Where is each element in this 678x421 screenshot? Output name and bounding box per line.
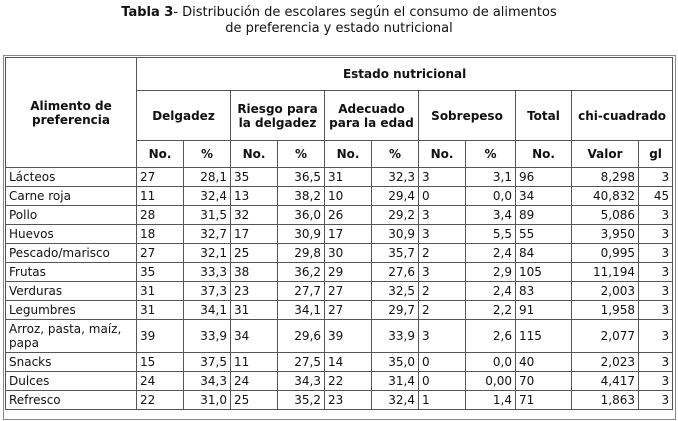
cell-delgadez-pct: 34,1 <box>184 301 231 320</box>
cell-delgadez-no: 24 <box>137 372 184 391</box>
cell-food-name: Verduras <box>6 282 137 301</box>
cell-chi-valor: 3,950 <box>572 225 639 244</box>
cell-delgadez-pct: 37,5 <box>184 353 231 372</box>
subheader-no: No. <box>419 141 466 168</box>
cell-adecuado-no: 31 <box>325 168 372 187</box>
cell-adecuado-no: 39 <box>325 320 372 353</box>
cell-total-no: 40 <box>516 353 572 372</box>
cell-food-name: Huevos <box>6 225 137 244</box>
subheader-no: No. <box>231 141 278 168</box>
cell-sobrepeso-no: 2 <box>419 282 466 301</box>
header-sobrepeso: Sobrepeso <box>419 91 516 141</box>
cell-total-no: 91 <box>516 301 572 320</box>
cell-adecuado-pct: 29,2 <box>372 206 419 225</box>
cell-chi-gl: 3 <box>639 244 673 263</box>
cell-riesgo-no: 35 <box>231 168 278 187</box>
header-chi-cuadrado: chi-cuadrado <box>572 91 673 141</box>
cell-riesgo-no: 17 <box>231 225 278 244</box>
cell-adecuado-no: 27 <box>325 301 372 320</box>
cell-riesgo-pct: 27,5 <box>278 353 325 372</box>
cell-food-name: Frutas <box>6 263 137 282</box>
cell-total-no: 83 <box>516 282 572 301</box>
cell-sobrepeso-no: 3 <box>419 320 466 353</box>
cell-food-name: Legumbres <box>6 301 137 320</box>
cell-riesgo-pct: 30,9 <box>278 225 325 244</box>
cell-adecuado-pct: 30,9 <box>372 225 419 244</box>
cell-riesgo-no: 13 <box>231 187 278 206</box>
cell-delgadez-no: 18 <box>137 225 184 244</box>
cell-sobrepeso-no: 0 <box>419 353 466 372</box>
cell-riesgo-pct: 36,5 <box>278 168 325 187</box>
cell-chi-valor: 4,417 <box>572 372 639 391</box>
cell-chi-gl: 45 <box>639 187 673 206</box>
cell-adecuado-no: 30 <box>325 244 372 263</box>
cell-chi-gl: 3 <box>639 353 673 372</box>
cell-adecuado-pct: 31,4 <box>372 372 419 391</box>
cell-riesgo-no: 25 <box>231 244 278 263</box>
data-table <box>5 57 673 410</box>
caption-text-1: - Distribución de escolares según el consumo de alimentos <box>173 5 557 20</box>
cell-adecuado-pct: 29,7 <box>372 301 419 320</box>
cell-sobrepeso-pct: 2,4 <box>466 244 516 263</box>
table-header <box>6 58 673 168</box>
cell-chi-gl: 3 <box>639 168 673 187</box>
cell-riesgo-no: 25 <box>231 391 278 410</box>
cell-delgadez-pct: 31,0 <box>184 391 231 410</box>
cell-delgadez-no: 28 <box>137 206 184 225</box>
cell-adecuado-no: 14 <box>325 353 372 372</box>
cell-sobrepeso-no: 3 <box>419 206 466 225</box>
cell-riesgo-pct: 38,2 <box>278 187 325 206</box>
cell-riesgo-pct: 29,8 <box>278 244 325 263</box>
cell-delgadez-no: 27 <box>137 244 184 263</box>
cell-sobrepeso-pct: 2,4 <box>466 282 516 301</box>
table-row <box>6 372 673 391</box>
cell-chi-gl: 3 <box>639 206 673 225</box>
cell-food-name: Lácteos <box>6 168 137 187</box>
cell-adecuado-no: 29 <box>325 263 372 282</box>
cell-adecuado-pct: 33,9 <box>372 320 419 353</box>
cell-adecuado-pct: 32,5 <box>372 282 419 301</box>
cell-chi-valor: 5,086 <box>572 206 639 225</box>
table-row <box>6 391 673 410</box>
cell-total-no: 71 <box>516 391 572 410</box>
cell-chi-gl: 3 <box>639 225 673 244</box>
subheader-total-no: No. <box>516 141 572 168</box>
cell-sobrepeso-no: 0 <box>419 372 466 391</box>
cell-riesgo-no: 38 <box>231 263 278 282</box>
subheader-pct: % <box>278 141 325 168</box>
cell-total-no: 115 <box>516 320 572 353</box>
caption-line-2: de preferencia y estado nutricional <box>225 21 453 36</box>
cell-adecuado-pct: 35,7 <box>372 244 419 263</box>
subheader-no: No. <box>137 141 184 168</box>
cell-adecuado-no: 23 <box>325 391 372 410</box>
table-row <box>6 187 673 206</box>
table-row <box>6 225 673 244</box>
cell-delgadez-no: 22 <box>137 391 184 410</box>
caption-line-1 <box>0 5 678 21</box>
cell-sobrepeso-no: 2 <box>419 301 466 320</box>
cell-delgadez-pct: 31,5 <box>184 206 231 225</box>
cell-delgadez-pct: 34,3 <box>184 372 231 391</box>
header-estado-nutricional: Estado nutricional <box>137 58 673 91</box>
header-adecuado: Adecuado para la edad <box>325 91 419 141</box>
cell-sobrepeso-pct: 1,4 <box>466 391 516 410</box>
cell-delgadez-pct: 33,3 <box>184 263 231 282</box>
cell-chi-gl: 3 <box>639 263 673 282</box>
cell-chi-valor: 8,298 <box>572 168 639 187</box>
cell-total-no: 84 <box>516 244 572 263</box>
cell-sobrepeso-no: 1 <box>419 391 466 410</box>
cell-riesgo-pct: 29,6 <box>278 320 325 353</box>
cell-sobrepeso-no: 3 <box>419 225 466 244</box>
subheader-pct: % <box>372 141 419 168</box>
cell-riesgo-no: 31 <box>231 301 278 320</box>
cell-food-name: Pescado/marisco <box>6 244 137 263</box>
cell-total-no: 55 <box>516 225 572 244</box>
cell-adecuado-pct: 27,6 <box>372 263 419 282</box>
cell-chi-gl: 3 <box>639 301 673 320</box>
cell-sobrepeso-pct: 2,9 <box>466 263 516 282</box>
cell-chi-valor: 40,832 <box>572 187 639 206</box>
cell-delgadez-pct: 32,7 <box>184 225 231 244</box>
cell-riesgo-pct: 36,2 <box>278 263 325 282</box>
cell-chi-valor: 1,863 <box>572 391 639 410</box>
header-riesgo: Riesgo para la delgadez <box>231 91 325 141</box>
subheader-gl: gl <box>639 141 673 168</box>
table-row <box>6 168 673 187</box>
cell-adecuado-no: 17 <box>325 225 372 244</box>
cell-adecuado-pct: 32,3 <box>372 168 419 187</box>
cell-riesgo-pct: 36,0 <box>278 206 325 225</box>
table-body <box>6 168 673 410</box>
subheader-valor: Valor <box>572 141 639 168</box>
cell-sobrepeso-pct: 0,0 <box>466 187 516 206</box>
subheader-no: No. <box>325 141 372 168</box>
cell-sobrepeso-pct: 2,6 <box>466 320 516 353</box>
cell-sobrepeso-no: 3 <box>419 168 466 187</box>
cell-food-name: Pollo <box>6 206 137 225</box>
cell-riesgo-no: 34 <box>231 320 278 353</box>
cell-riesgo-no: 24 <box>231 372 278 391</box>
cell-chi-valor: 1,958 <box>572 301 639 320</box>
cell-chi-gl: 3 <box>639 282 673 301</box>
cell-delgadez-no: 31 <box>137 301 184 320</box>
cell-delgadez-pct: 37,3 <box>184 282 231 301</box>
cell-delgadez-no: 11 <box>137 187 184 206</box>
table-row <box>6 244 673 263</box>
cell-chi-gl: 3 <box>639 391 673 410</box>
cell-total-no: 96 <box>516 168 572 187</box>
cell-riesgo-pct: 27,7 <box>278 282 325 301</box>
cell-chi-valor: 11,194 <box>572 263 639 282</box>
cell-delgadez-pct: 32,4 <box>184 187 231 206</box>
cell-chi-gl: 3 <box>639 372 673 391</box>
cell-adecuado-no: 10 <box>325 187 372 206</box>
cell-chi-gl: 3 <box>639 320 673 353</box>
cell-adecuado-pct: 35,0 <box>372 353 419 372</box>
cell-riesgo-pct: 34,3 <box>278 372 325 391</box>
table-row <box>6 301 673 320</box>
cell-riesgo-no: 23 <box>231 282 278 301</box>
cell-total-no: 70 <box>516 372 572 391</box>
cell-total-no: 34 <box>516 187 572 206</box>
cell-delgadez-no: 15 <box>137 353 184 372</box>
cell-sobrepeso-no: 2 <box>419 244 466 263</box>
table-row <box>6 353 673 372</box>
cell-sobrepeso-pct: 3,1 <box>466 168 516 187</box>
cell-sobrepeso-pct: 3,4 <box>466 206 516 225</box>
cell-total-no: 89 <box>516 206 572 225</box>
cell-sobrepeso-pct: 5,5 <box>466 225 516 244</box>
table-caption <box>0 5 678 37</box>
cell-delgadez-pct: 28,1 <box>184 168 231 187</box>
cell-riesgo-pct: 34,1 <box>278 301 325 320</box>
cell-delgadez-pct: 33,9 <box>184 320 231 353</box>
cell-delgadez-no: 35 <box>137 263 184 282</box>
cell-riesgo-no: 11 <box>231 353 278 372</box>
cell-sobrepeso-pct: 0,0 <box>466 353 516 372</box>
cell-food-name: Dulces <box>6 372 137 391</box>
cell-delgadez-pct: 32,1 <box>184 244 231 263</box>
cell-sobrepeso-pct: 2,2 <box>466 301 516 320</box>
cell-adecuado-no: 27 <box>325 282 372 301</box>
cell-chi-valor: 2,077 <box>572 320 639 353</box>
cell-food-name: Snacks <box>6 353 137 372</box>
cell-chi-valor: 2,023 <box>572 353 639 372</box>
table-row <box>6 263 673 282</box>
header-alimento: Alimento de preferencia <box>6 58 137 168</box>
cell-food-name: Carne roja <box>6 187 137 206</box>
header-delgadez: Delgadez <box>137 91 231 141</box>
header-total: Total <box>516 91 572 141</box>
cell-chi-valor: 0,995 <box>572 244 639 263</box>
cell-adecuado-pct: 32,4 <box>372 391 419 410</box>
cell-riesgo-pct: 35,2 <box>278 391 325 410</box>
cell-total-no: 105 <box>516 263 572 282</box>
cell-adecuado-pct: 29,4 <box>372 187 419 206</box>
cell-food-name: Refresco <box>6 391 137 410</box>
table-row <box>6 282 673 301</box>
cell-delgadez-no: 31 <box>137 282 184 301</box>
cell-food-name: Arroz, pasta, maíz, papa <box>6 320 137 353</box>
cell-adecuado-no: 22 <box>325 372 372 391</box>
cell-adecuado-no: 26 <box>325 206 372 225</box>
cell-sobrepeso-no: 3 <box>419 263 466 282</box>
subheader-pct: % <box>184 141 231 168</box>
cell-riesgo-no: 32 <box>231 206 278 225</box>
cell-delgadez-no: 39 <box>137 320 184 353</box>
cell-chi-valor: 2,003 <box>572 282 639 301</box>
cell-delgadez-no: 27 <box>137 168 184 187</box>
subheader-pct: % <box>466 141 516 168</box>
cell-sobrepeso-pct: 0,00 <box>466 372 516 391</box>
cell-sobrepeso-no: 0 <box>419 187 466 206</box>
table-row <box>6 206 673 225</box>
table-row <box>6 320 673 353</box>
caption-label: Tabla 3 <box>121 5 174 20</box>
